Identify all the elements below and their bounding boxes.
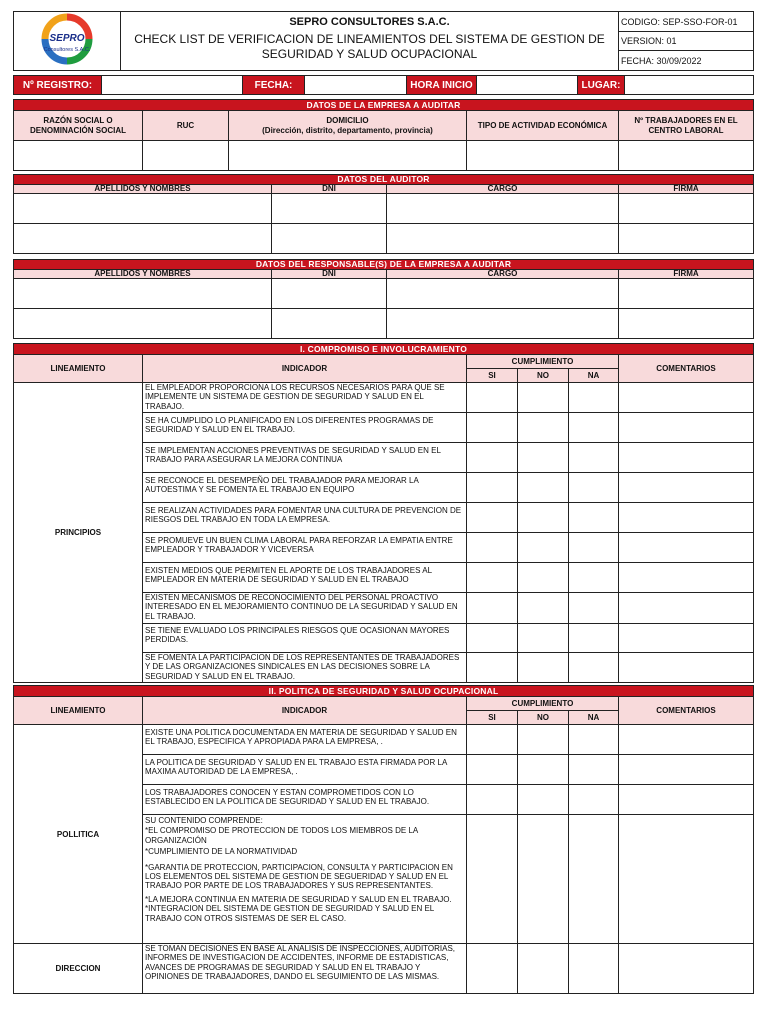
responsable-input[interactable] xyxy=(272,279,387,309)
si-cell[interactable] xyxy=(467,533,518,563)
no-cell[interactable] xyxy=(518,443,569,473)
auditor-section xyxy=(13,174,754,254)
responsable-col-dni: DNI xyxy=(272,270,387,279)
empresa-col-actividad: TIPO DE ACTIVIDAD ECONÓMICA xyxy=(467,111,619,141)
auditor-col-nombres: APELLIDOS Y NOMBRES xyxy=(14,185,272,194)
doc-date: FECHA: 30/09/2022 xyxy=(619,51,754,71)
si-cell[interactable] xyxy=(467,473,518,503)
si-cell[interactable] xyxy=(467,944,518,994)
si-cell[interactable] xyxy=(467,755,518,785)
company-name: SEPRO CONSULTORES S.A.C. xyxy=(121,12,619,32)
comentario-cell[interactable] xyxy=(619,815,754,944)
no-cell[interactable] xyxy=(518,755,569,785)
fecha-input[interactable] xyxy=(305,76,407,95)
auditor-input[interactable] xyxy=(272,224,387,254)
col-na: NA xyxy=(569,711,619,725)
responsable-input[interactable] xyxy=(619,279,754,309)
doc-version: VERSION: 01 xyxy=(619,32,754,51)
comentario-cell[interactable] xyxy=(619,944,754,994)
na-cell[interactable] xyxy=(569,383,619,413)
responsable-input[interactable] xyxy=(14,309,272,339)
na-cell[interactable] xyxy=(569,563,619,593)
na-cell[interactable] xyxy=(569,443,619,473)
no-cell[interactable] xyxy=(518,593,569,624)
sepro-logo-icon xyxy=(33,13,101,65)
indicador-text: EXISTEN MEDIOS QUE PERMITEN EL APORTE DE LOS TRABAJADORES AL EMPLEADOR EN MATERIA DE SEGURIDAD Y SALUD EN EL TRABAJO xyxy=(143,563,467,593)
si-cell[interactable] xyxy=(467,563,518,593)
auditor-input[interactable] xyxy=(14,194,272,224)
auditor-input[interactable] xyxy=(387,194,619,224)
registro-label: Nº REGISTRO: xyxy=(14,76,102,95)
logo-cell xyxy=(14,12,121,71)
no-cell[interactable] xyxy=(518,785,569,815)
si-cell[interactable] xyxy=(467,413,518,443)
na-cell[interactable] xyxy=(569,653,619,683)
contenido-item: *GARANTIA DE PROTECCION, PARTICIPACION, CONSULTA Y PARTICIPACION EN LOS ELEMENTOS DEL SISTEMA DE GESTION DE SEGUERIDAD Y SALUD EN EL TRABAJO POR PARTE DE LOS TRABAJADORES Y SUS REPRESENTANTES. xyxy=(145,862,453,891)
empresa-trabajadores-input[interactable] xyxy=(619,141,754,171)
lugar-input[interactable] xyxy=(625,76,754,95)
registro-row xyxy=(13,75,754,95)
responsable-col-nombres: APELLIDOS Y NOMBRES xyxy=(14,270,272,279)
auditor-input[interactable] xyxy=(387,224,619,254)
na-cell[interactable] xyxy=(569,533,619,563)
no-cell[interactable] xyxy=(518,653,569,683)
auditor-title: DATOS DEL AUDITOR xyxy=(14,175,754,185)
empresa-title: DATOS DE LA EMPRESA A AUDITAR xyxy=(14,100,754,111)
section2-title: II. POLITICA DE SEGURIDAD Y SALUD OCUPACIONAL xyxy=(14,686,754,697)
col-no: NO xyxy=(518,369,569,383)
comentario-cell[interactable] xyxy=(619,593,754,624)
no-cell[interactable] xyxy=(518,383,569,413)
hora-label: HORA INICIO xyxy=(407,76,477,95)
na-cell[interactable] xyxy=(569,473,619,503)
contenido-item: *LA MEJORA CONTINUA EN MATERIA DE SEGURIDAD Y SALUD EN EL TRABAJO. xyxy=(145,894,452,904)
empresa-domicilio-input[interactable] xyxy=(229,141,467,171)
si-cell[interactable] xyxy=(467,624,518,653)
na-cell[interactable] xyxy=(569,624,619,653)
indicador-text: SE TOMAN DECISIONES EN BASE AL ANALISIS DE INSPECCIONES, AUDITORIAS, INFORMES DE INVESTIGACION DE ACCIDENTES, INFORME DE ESTADISTICAS, AVANCES DE PROGRAMAS DE SEGURIDAD Y SALUD EN EL TRABAJO Y OPINIONES DE TRABAJADORES, DANDO EL SEGUIMIENTO DE LAS MISMAS. xyxy=(143,944,467,994)
col-si: SI xyxy=(467,711,518,725)
indicador-text: EL EMPLEADOR PROPORCIONA LOS RECURSOS NECESARIOS PARA QUE SE IMPLEMENTE UN SISTEMA DE GESTION DE SEGURIDAD Y SALUD EN EL TRABAJO. xyxy=(143,383,467,413)
col-indicador: INDICADOR xyxy=(143,355,467,383)
na-cell[interactable] xyxy=(569,413,619,443)
no-cell[interactable] xyxy=(518,563,569,593)
empresa-razon-input[interactable] xyxy=(14,141,143,171)
col-indicador: INDICADOR xyxy=(143,697,467,725)
indicador-text: SE FOMENTA LA PARTICIPACION DE LOS REPRESENTANTES DE TRABAJADORES Y DE LAS ORGANIZACIONES SINDICALES EN LAS DECISIONES SOBRE LA SEGURIDAD Y SALUD EN EL TRABAJO. xyxy=(143,653,467,683)
comentario-cell[interactable] xyxy=(619,755,754,785)
indicador-text: SE RECONOCE EL DESEMPEÑO DEL TRABAJADOR PARA MEJORAR LA AUTOESTIMA Y SE FOMENTA EL TRABAJO EN EQUIPO xyxy=(143,473,467,503)
indicador-text: SE REALIZAN ACTIVIDADES PARA FOMENTAR UNA CULTURA DE PREVENCION DE RIESGOS DEL TRABAJO EN TODA LA EMPRESA. xyxy=(143,503,467,533)
section1-title: I. COMPROMISO E INVOLUCRAMIENTO xyxy=(14,344,754,355)
auditor-col-cargo: CARGO xyxy=(387,185,619,194)
na-cell[interactable] xyxy=(569,815,619,944)
empresa-col-ruc: RUC xyxy=(143,111,229,141)
section-politica xyxy=(13,685,754,994)
col-si: SI xyxy=(467,369,518,383)
empresa-ruc-input[interactable] xyxy=(143,141,229,171)
comentario-cell[interactable] xyxy=(619,473,754,503)
empresa-col-trabajadores: Nº TRABAJADORES EN EL CENTRO LABORAL xyxy=(619,111,754,141)
si-cell[interactable] xyxy=(467,785,518,815)
auditor-input[interactable] xyxy=(619,194,754,224)
registro-input[interactable] xyxy=(102,76,243,95)
si-cell[interactable] xyxy=(467,653,518,683)
comentario-cell[interactable] xyxy=(619,785,754,815)
responsable-input[interactable] xyxy=(387,309,619,339)
comentario-cell[interactable] xyxy=(619,563,754,593)
empresa-col-razon: RAZÓN SOCIAL O DENOMINACIÓN SOCIAL xyxy=(14,111,143,141)
col-comentarios: COMENTARIOS xyxy=(619,697,754,725)
col-lineamiento: LINEAMIENTO xyxy=(14,697,143,725)
na-cell[interactable] xyxy=(569,785,619,815)
si-cell[interactable] xyxy=(467,383,518,413)
responsable-col-firma: FIRMA xyxy=(619,270,754,279)
si-cell[interactable] xyxy=(467,443,518,473)
responsable-title: DATOS DEL RESPONSABLE(S) DE LA EMPRESA A AUDITAR xyxy=(14,260,754,270)
na-cell[interactable] xyxy=(569,755,619,785)
no-cell[interactable] xyxy=(518,503,569,533)
contenido-item: *CUMPLIMIENTO DE LA NORMATIVIDAD xyxy=(145,847,298,857)
col-cumplimiento: CUMPLIMIENTO xyxy=(467,697,619,711)
si-cell[interactable] xyxy=(467,503,518,533)
page-title: CHECK LIST DE VERIFICACION DE LINEAMIENTOS DEL SISTEMA DE GESTION DE SEGURIDAD Y SALUD OCUPACIONAL xyxy=(121,32,619,71)
empresa-section xyxy=(13,99,754,171)
comentario-cell[interactable] xyxy=(619,443,754,473)
fecha-label: FECHA: xyxy=(243,76,305,95)
lugar-label: LUGAR: xyxy=(578,76,625,95)
si-cell[interactable] xyxy=(467,725,518,755)
auditor-col-dni: DNI xyxy=(272,185,387,194)
svg-text:Consultores S.A.C.: Consultores S.A.C. xyxy=(43,46,91,53)
responsable-section xyxy=(13,259,754,339)
empresa-col-domicilio: DOMICILIO (Dirección, distrito, departamento, provincia) xyxy=(229,111,467,141)
lineamiento-politica: POLLITICA xyxy=(14,725,143,944)
col-no: NO xyxy=(518,711,569,725)
no-cell[interactable] xyxy=(518,473,569,503)
responsable-input[interactable] xyxy=(272,309,387,339)
comentario-cell[interactable] xyxy=(619,413,754,443)
no-cell[interactable] xyxy=(518,815,569,944)
contenido-item: *INTEGRACION DEL SISTEMA DE GESTION DE SEGURIDAD Y SALUD EN EL TRABAJO CON OTROS SISTEMAS DE SER EL CASO. xyxy=(145,904,434,923)
indicador-text: SE HA CUMPLIDO LO PLANIFICADO EN LOS DIFERENTES PROGRAMAS DE SEGURIDAD Y SALUD EN EL TRABAJO. xyxy=(143,413,467,443)
comentario-cell[interactable] xyxy=(619,725,754,755)
auditor-input[interactable] xyxy=(619,224,754,254)
document-header xyxy=(13,11,754,71)
svg-text:SEPRO: SEPRO xyxy=(49,32,85,44)
no-cell[interactable] xyxy=(518,944,569,994)
indicador-text: EXISTEN MECANISMOS DE RECONOCIMIENTO DEL PERSONAL PROACTIVO INTERESADO EN EL MEJORAMIENTO CONTINUO DE LA SEGURIDAD Y SALUD EN EL TRABAJO. xyxy=(143,593,467,624)
col-na: NA xyxy=(569,369,619,383)
comentario-cell[interactable] xyxy=(619,383,754,413)
responsable-input[interactable] xyxy=(387,279,619,309)
auditor-input[interactable] xyxy=(14,224,272,254)
col-lineamiento: LINEAMIENTO xyxy=(14,355,143,383)
na-cell[interactable] xyxy=(569,725,619,755)
comentario-cell[interactable] xyxy=(619,503,754,533)
col-comentarios: COMENTARIOS xyxy=(619,355,754,383)
na-cell[interactable] xyxy=(569,593,619,624)
no-cell[interactable] xyxy=(518,533,569,563)
indicador-text: EXISTE UNA POLITICA DOCUMENTADA EN MATERIA DE SEGURIDAD Y SALUD EN EL TRABAJO, ESPECIFICA Y APROPIADA PARA LA EMPRESA, . xyxy=(143,725,467,755)
si-cell[interactable] xyxy=(467,815,518,944)
indicador-text: SE IMPLEMENTAN ACCIONES PREVENTIVAS DE SEGURIDAD Y SALUD EN EL TRABAJO PARA ASEGURAR LA MEJORA CONTINUA xyxy=(143,443,467,473)
indicador-text: LOS TRABAJADORES CONOCEN Y ESTAN COMPROMETIDOS CON LO ESTABLECIDO EN LA POLITICA DE SEGURIDAD Y SALUD EN EL TRABAJO. xyxy=(143,785,467,815)
auditor-input[interactable] xyxy=(272,194,387,224)
no-cell[interactable] xyxy=(518,413,569,443)
contenido-item: *EL COMPROMISO DE PROTECCION DE TODOS LOS MIEMBROS DE LA ORGANIZACIÓN xyxy=(145,826,418,845)
contenido-intro: SU CONTENIDO COMPRENDE: xyxy=(145,816,263,825)
lineamiento-principios: PRINCIPIOS xyxy=(14,383,143,683)
responsable-input[interactable] xyxy=(14,279,272,309)
empresa-actividad-input[interactable] xyxy=(467,141,619,171)
col-cumplimiento: CUMPLIMIENTO xyxy=(467,355,619,369)
auditor-col-firma: FIRMA xyxy=(619,185,754,194)
indicador-text: SE PROMUEVE UN BUEN CLIMA LABORAL PARA REFORZAR LA EMPATIA ENTRE EMPLEADOR Y TRABAJADOR Y VICEVERSA xyxy=(143,533,467,563)
hora-input[interactable] xyxy=(477,76,578,95)
indicador-text: LA POLITICA DE SEGURIDAD Y SALUD EN EL TRABAJO ESTA FIRMADA POR LA MAXIMA AUTORIDAD DE LA EMPRESA, . xyxy=(143,755,467,785)
comentario-cell[interactable] xyxy=(619,533,754,563)
comentario-cell[interactable] xyxy=(619,653,754,683)
indicador-text: SE TIENE EVALUADO LOS PRINCIPALES RIESGOS QUE OCASIONAN MAYORES PERDIDAS. xyxy=(143,624,467,653)
no-cell[interactable] xyxy=(518,624,569,653)
si-cell[interactable] xyxy=(467,593,518,624)
na-cell[interactable] xyxy=(569,944,619,994)
section-compromiso xyxy=(13,343,754,683)
comentario-cell[interactable] xyxy=(619,624,754,653)
no-cell[interactable] xyxy=(518,725,569,755)
lineamiento-direccion: DIRECCION xyxy=(14,944,143,994)
responsable-input[interactable] xyxy=(619,309,754,339)
responsable-col-cargo: CARGO xyxy=(387,270,619,279)
doc-code: CODIGO: SEP-SSO-FOR-01 xyxy=(619,12,754,32)
na-cell[interactable] xyxy=(569,503,619,533)
indicador-contenido xyxy=(143,815,467,944)
